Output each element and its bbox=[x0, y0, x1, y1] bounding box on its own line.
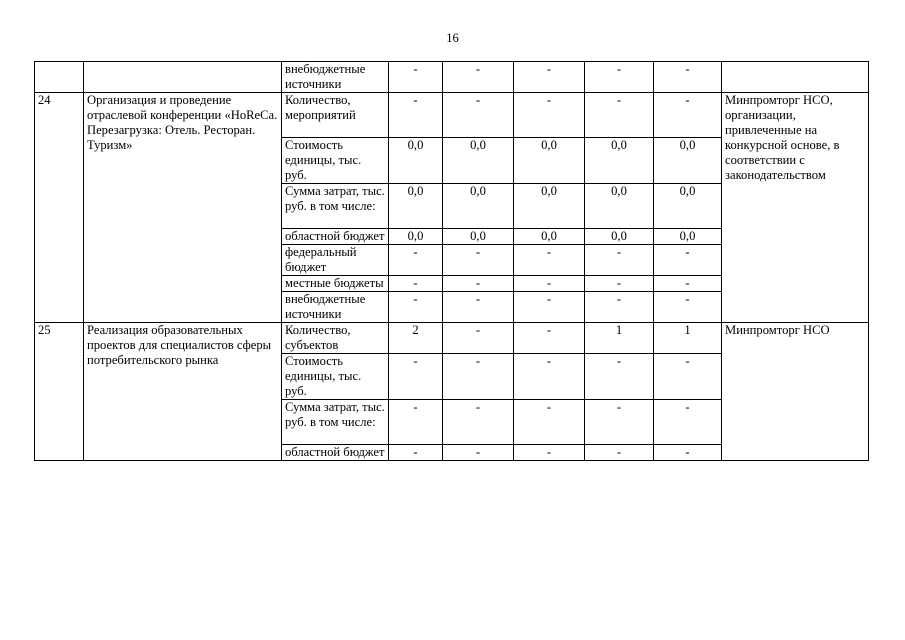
table-row bbox=[35, 93, 869, 138]
row-number: 25 bbox=[35, 323, 84, 461]
indicator-value: - bbox=[585, 445, 654, 461]
indicator-value: - bbox=[443, 400, 514, 445]
executor: Минпромторг НСО, организации, привлеченные на конкурсной основе, в соответствии с законодательством bbox=[722, 93, 869, 323]
indicator-value: - bbox=[514, 292, 585, 323]
indicator-value: 0,0 bbox=[389, 229, 443, 245]
indicator-value: - bbox=[389, 292, 443, 323]
executor bbox=[722, 62, 869, 93]
indicator-value: - bbox=[654, 62, 722, 93]
indicator-value: 1 bbox=[654, 323, 722, 354]
indicator-value: - bbox=[585, 276, 654, 292]
indicator-value: - bbox=[514, 400, 585, 445]
indicator-value: - bbox=[443, 93, 514, 138]
indicator-value: - bbox=[654, 292, 722, 323]
indicator-value: - bbox=[514, 93, 585, 138]
indicator-value: - bbox=[514, 62, 585, 93]
indicator-label: Стоимость единицы, тыс. руб. bbox=[282, 138, 389, 184]
indicator-value: 0,0 bbox=[585, 184, 654, 229]
page-number: 16 bbox=[446, 31, 459, 45]
indicator-value: - bbox=[443, 62, 514, 93]
indicator-value: 2 bbox=[389, 323, 443, 354]
indicator-value: - bbox=[443, 323, 514, 354]
indicator-value: 0,0 bbox=[514, 184, 585, 229]
indicator-value: - bbox=[585, 400, 654, 445]
indicator-value: 1 bbox=[585, 323, 654, 354]
indicator-value: - bbox=[654, 400, 722, 445]
indicator-value: - bbox=[585, 245, 654, 276]
indicator-label: Стоимость единицы, тыс. руб. bbox=[282, 354, 389, 400]
indicator-label: Количество, субъектов bbox=[282, 323, 389, 354]
indicator-value: - bbox=[514, 354, 585, 400]
indicator-label: внебюджетные источники bbox=[282, 292, 389, 323]
indicator-value: - bbox=[389, 93, 443, 138]
indicator-value: - bbox=[514, 323, 585, 354]
indicator-value: - bbox=[654, 276, 722, 292]
indicator-value: 0,0 bbox=[585, 138, 654, 184]
row-number: 24 bbox=[35, 93, 84, 323]
indicator-value: - bbox=[443, 245, 514, 276]
indicator-label: областной бюджет bbox=[282, 445, 389, 461]
indicator-value: - bbox=[389, 245, 443, 276]
indicator-value: - bbox=[389, 354, 443, 400]
indicator-value: - bbox=[654, 445, 722, 461]
indicator-value: - bbox=[654, 93, 722, 138]
indicator-value: 0,0 bbox=[389, 184, 443, 229]
indicator-label: Сумма затрат, тыс. руб. в том числе: bbox=[282, 400, 389, 445]
indicator-value: - bbox=[585, 354, 654, 400]
indicator-value: 0,0 bbox=[443, 184, 514, 229]
indicator-value: - bbox=[389, 445, 443, 461]
indicator-value: 0,0 bbox=[389, 138, 443, 184]
indicator-label: федеральный бюджет bbox=[282, 245, 389, 276]
row-number bbox=[35, 62, 84, 93]
indicator-value: 0,0 bbox=[443, 138, 514, 184]
indicator-value: - bbox=[514, 245, 585, 276]
indicator-label: местные бюджеты bbox=[282, 276, 389, 292]
indicator-value: - bbox=[443, 445, 514, 461]
indicator-label: Количество, мероприятий bbox=[282, 93, 389, 138]
indicator-value: - bbox=[389, 62, 443, 93]
indicator-value: - bbox=[389, 400, 443, 445]
indicator-value: - bbox=[654, 354, 722, 400]
indicator-value: - bbox=[514, 276, 585, 292]
indicator-value: - bbox=[443, 354, 514, 400]
indicator-value: - bbox=[443, 276, 514, 292]
indicator-value: - bbox=[443, 292, 514, 323]
indicator-value: 0,0 bbox=[585, 229, 654, 245]
indicator-value: 0,0 bbox=[654, 138, 722, 184]
indicator-value: - bbox=[585, 292, 654, 323]
indicator-label: Сумма затрат, тыс. руб. в том числе: bbox=[282, 184, 389, 229]
indicator-label: внебюджетные источники bbox=[282, 62, 389, 93]
indicator-value: 0,0 bbox=[654, 184, 722, 229]
indicator-value: - bbox=[585, 93, 654, 138]
table-row bbox=[35, 323, 869, 354]
activity-name: Реализация образовательных проектов для специалистов сферы потребительского рынка bbox=[84, 323, 282, 461]
activity-name: Организация и проведение отраслевой конференции «HoReCa. Перезагрузка: Отель. Ресторан. Туризм» bbox=[84, 93, 282, 323]
indicator-value: 0,0 bbox=[514, 229, 585, 245]
indicator-value: 0,0 bbox=[654, 229, 722, 245]
indicator-value: - bbox=[585, 62, 654, 93]
indicator-value: 0,0 bbox=[443, 229, 514, 245]
indicator-value: - bbox=[514, 445, 585, 461]
executor: Минпромторг НСО bbox=[722, 323, 869, 461]
indicator-value: - bbox=[654, 245, 722, 276]
program-activities-table bbox=[34, 61, 869, 461]
indicator-value: - bbox=[389, 276, 443, 292]
table-row bbox=[35, 62, 869, 93]
activity-name bbox=[84, 62, 282, 93]
indicator-value: 0,0 bbox=[514, 138, 585, 184]
indicator-label: областной бюджет bbox=[282, 229, 389, 245]
